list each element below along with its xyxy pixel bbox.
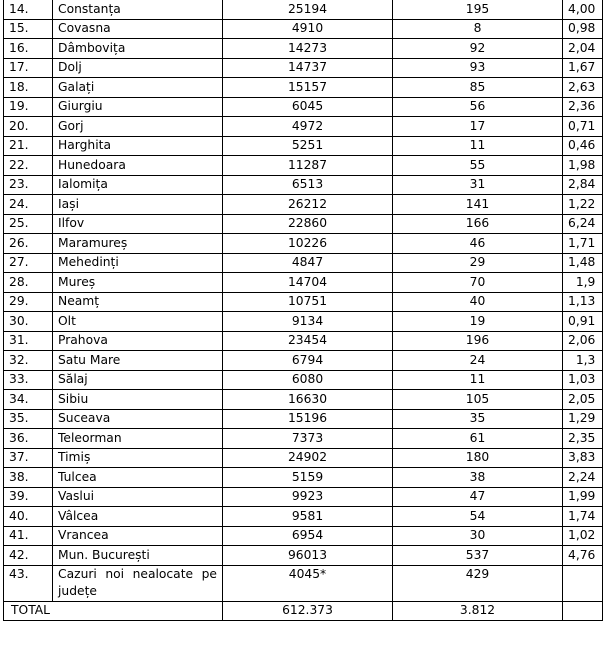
incidence-cell: 0,91 <box>563 312 603 332</box>
county-name: Neamț <box>53 292 223 312</box>
row-number: 42. <box>4 546 53 566</box>
table-row <box>4 312 603 332</box>
table-row <box>4 507 603 527</box>
county-name: Tulcea <box>53 468 223 488</box>
table-row <box>4 273 603 293</box>
cases-cell: 4847 <box>223 253 393 273</box>
cases-cell: 4972 <box>223 117 393 137</box>
new-cases-cell: 38 <box>393 468 563 488</box>
row-number: 31. <box>4 331 53 351</box>
cases-cell: 5251 <box>223 136 393 156</box>
new-cases-cell: 8 <box>393 19 563 39</box>
new-cases-cell: 196 <box>393 331 563 351</box>
table-row <box>4 292 603 312</box>
table-row <box>4 429 603 449</box>
county-name: Timiș <box>53 448 223 468</box>
table-row <box>4 331 603 351</box>
incidence-cell: 1,29 <box>563 409 603 429</box>
county-name: Hunedoara <box>53 156 223 176</box>
cases-cell: 23454 <box>223 331 393 351</box>
county-name: Sibiu <box>53 390 223 410</box>
cases-cell: 15157 <box>223 78 393 98</box>
incidence-cell: 2,84 <box>563 175 603 195</box>
county-name: Vaslui <box>53 487 223 507</box>
table-row <box>4 526 603 546</box>
table-row <box>4 487 603 507</box>
county-name: Galați <box>53 78 223 98</box>
new-cases-cell: 55 <box>393 156 563 176</box>
county-name: Olt <box>53 312 223 332</box>
table-row <box>4 0 603 19</box>
row-number: 19. <box>4 97 53 117</box>
cases-cell: 6045 <box>223 97 393 117</box>
new-cases-cell: 47 <box>393 487 563 507</box>
incidence-cell: 0,46 <box>563 136 603 156</box>
new-cases-cell: 195 <box>393 0 563 19</box>
incidence-cell: 1,22 <box>563 195 603 215</box>
cases-cell: 14273 <box>223 39 393 59</box>
row-number: 18. <box>4 78 53 98</box>
new-cases-cell: 35 <box>393 409 563 429</box>
row-number: 17. <box>4 58 53 78</box>
cases-cell: 10751 <box>223 292 393 312</box>
incidence-cell: 2,06 <box>563 331 603 351</box>
total-row <box>4 601 603 621</box>
table-row <box>4 175 603 195</box>
new-cases-cell: 54 <box>393 507 563 527</box>
cases-cell: 15196 <box>223 409 393 429</box>
new-cases-cell: 17 <box>393 117 563 137</box>
row-number: 29. <box>4 292 53 312</box>
incidence-cell: 4,76 <box>563 546 603 566</box>
table-row <box>4 546 603 566</box>
table-row <box>4 409 603 429</box>
cases-cell: 10226 <box>223 234 393 254</box>
row-number: 39. <box>4 487 53 507</box>
new-cases-cell: 30 <box>393 526 563 546</box>
cases-cell: 9581 <box>223 507 393 527</box>
cases-cell: 25194 <box>223 0 393 19</box>
row-number: 34. <box>4 390 53 410</box>
incidence-cell: 4,00 <box>563 0 603 19</box>
incidence-cell: 2,36 <box>563 97 603 117</box>
table-row <box>4 136 603 156</box>
table-row <box>4 390 603 410</box>
county-name: Covasna <box>53 19 223 39</box>
new-cases-cell: 11 <box>393 136 563 156</box>
new-cases-cell: 70 <box>393 273 563 293</box>
county-name: Prahova <box>53 331 223 351</box>
county-name: Mureș <box>53 273 223 293</box>
cases-cell: 6794 <box>223 351 393 371</box>
row-number: 22. <box>4 156 53 176</box>
county-name: Vâlcea <box>53 507 223 527</box>
row-number: 23. <box>4 175 53 195</box>
cases-cell: 24902 <box>223 448 393 468</box>
county-name: Ialomița <box>53 175 223 195</box>
table-row <box>4 19 603 39</box>
incidence-cell: 1,02 <box>563 526 603 546</box>
incidence-cell: 1,71 <box>563 234 603 254</box>
incidence-cell: 1,99 <box>563 487 603 507</box>
county-cases-table <box>3 0 603 621</box>
cases-cell: 9134 <box>223 312 393 332</box>
county-name: Vrancea <box>53 526 223 546</box>
table-row <box>4 117 603 137</box>
cases-cell: 6080 <box>223 370 393 390</box>
table-row <box>4 351 603 371</box>
incidence-cell: 1,9 <box>563 273 603 293</box>
row-number: 25. <box>4 214 53 234</box>
incidence-cell <box>563 565 603 601</box>
row-number: 28. <box>4 273 53 293</box>
row-number: 24. <box>4 195 53 215</box>
incidence-cell: 6,24 <box>563 214 603 234</box>
county-name: Maramureș <box>53 234 223 254</box>
incidence-cell: 0,71 <box>563 117 603 137</box>
table-row <box>4 448 603 468</box>
new-cases-cell: 19 <box>393 312 563 332</box>
cases-cell: 9923 <box>223 487 393 507</box>
table-row <box>4 253 603 273</box>
table-row <box>4 58 603 78</box>
cases-cell: 5159 <box>223 468 393 488</box>
new-cases-cell: 46 <box>393 234 563 254</box>
table-row <box>4 468 603 488</box>
cases-cell: 11287 <box>223 156 393 176</box>
county-name: Harghita <box>53 136 223 156</box>
table-row <box>4 195 603 215</box>
total-label: TOTAL <box>4 601 223 621</box>
row-number: 43. <box>4 565 53 601</box>
row-number: 41. <box>4 526 53 546</box>
incidence-cell: 0,98 <box>563 19 603 39</box>
new-cases-cell: 166 <box>393 214 563 234</box>
row-number: 30. <box>4 312 53 332</box>
new-cases-cell: 537 <box>393 546 563 566</box>
row-number: 40. <box>4 507 53 527</box>
county-name: Giurgiu <box>53 97 223 117</box>
row-number: 37. <box>4 448 53 468</box>
county-name: Teleorman <box>53 429 223 449</box>
incidence-cell: 1,74 <box>563 507 603 527</box>
table-row <box>4 78 603 98</box>
county-name: Dolj <box>53 58 223 78</box>
new-cases-cell: 180 <box>393 448 563 468</box>
cases-cell: 96013 <box>223 546 393 566</box>
row-number: 20. <box>4 117 53 137</box>
table-body <box>4 0 603 621</box>
incidence-cell: 2,35 <box>563 429 603 449</box>
row-number: 27. <box>4 253 53 273</box>
county-name: Ilfov <box>53 214 223 234</box>
table-row <box>4 234 603 254</box>
cases-cell: 6513 <box>223 175 393 195</box>
counties-table-wrapper <box>3 0 603 621</box>
incidence-cell: 2,05 <box>563 390 603 410</box>
new-cases-cell: 24 <box>393 351 563 371</box>
row-number: 32. <box>4 351 53 371</box>
table-row <box>4 156 603 176</box>
incidence-cell: 2,24 <box>563 468 603 488</box>
total-incidence <box>563 601 603 621</box>
cases-cell: 26212 <box>223 195 393 215</box>
table-row <box>4 39 603 59</box>
incidence-cell: 2,04 <box>563 39 603 59</box>
county-name: Gorj <box>53 117 223 137</box>
incidence-cell: 3,83 <box>563 448 603 468</box>
total-cases: 612.373 <box>223 601 393 621</box>
cases-cell: 7373 <box>223 429 393 449</box>
row-number: 14. <box>4 0 53 19</box>
cases-cell: 16630 <box>223 390 393 410</box>
new-cases-cell: 61 <box>393 429 563 449</box>
incidence-cell: 1,98 <box>563 156 603 176</box>
new-cases-cell: 29 <box>393 253 563 273</box>
county-name: Mehedinți <box>53 253 223 273</box>
incidence-cell: 1,67 <box>563 58 603 78</box>
incidence-cell: 1,13 <box>563 292 603 312</box>
county-name: Suceava <box>53 409 223 429</box>
incidence-cell: 1,48 <box>563 253 603 273</box>
cases-cell: 4045* <box>223 565 393 601</box>
incidence-cell: 1,03 <box>563 370 603 390</box>
county-name: Constanța <box>53 0 223 19</box>
row-number: 21. <box>4 136 53 156</box>
county-name: Dâmbovița <box>53 39 223 59</box>
cases-cell: 4910 <box>223 19 393 39</box>
cases-cell: 6954 <box>223 526 393 546</box>
new-cases-cell: 11 <box>393 370 563 390</box>
cases-cell: 22860 <box>223 214 393 234</box>
cases-cell: 14737 <box>223 58 393 78</box>
row-number: 16. <box>4 39 53 59</box>
row-number: 35. <box>4 409 53 429</box>
new-cases-cell: 429 <box>393 565 563 601</box>
new-cases-cell: 40 <box>393 292 563 312</box>
table-row <box>4 97 603 117</box>
unallocated-label: Cazuri noi nealocate pe județe <box>53 565 223 601</box>
row-number: 36. <box>4 429 53 449</box>
new-cases-cell: 56 <box>393 97 563 117</box>
county-name: Sălaj <box>53 370 223 390</box>
unallocated-row <box>4 565 603 601</box>
cases-cell: 14704 <box>223 273 393 293</box>
incidence-cell: 2,63 <box>563 78 603 98</box>
row-number: 38. <box>4 468 53 488</box>
new-cases-cell: 31 <box>393 175 563 195</box>
incidence-cell: 1,3 <box>563 351 603 371</box>
county-name: Iași <box>53 195 223 215</box>
new-cases-cell: 85 <box>393 78 563 98</box>
table-row <box>4 214 603 234</box>
total-new-cases: 3.812 <box>393 601 563 621</box>
county-name: Mun. București <box>53 546 223 566</box>
new-cases-cell: 93 <box>393 58 563 78</box>
new-cases-cell: 141 <box>393 195 563 215</box>
new-cases-cell: 105 <box>393 390 563 410</box>
county-name: Satu Mare <box>53 351 223 371</box>
row-number: 26. <box>4 234 53 254</box>
table-row <box>4 370 603 390</box>
row-number: 15. <box>4 19 53 39</box>
row-number: 33. <box>4 370 53 390</box>
new-cases-cell: 92 <box>393 39 563 59</box>
